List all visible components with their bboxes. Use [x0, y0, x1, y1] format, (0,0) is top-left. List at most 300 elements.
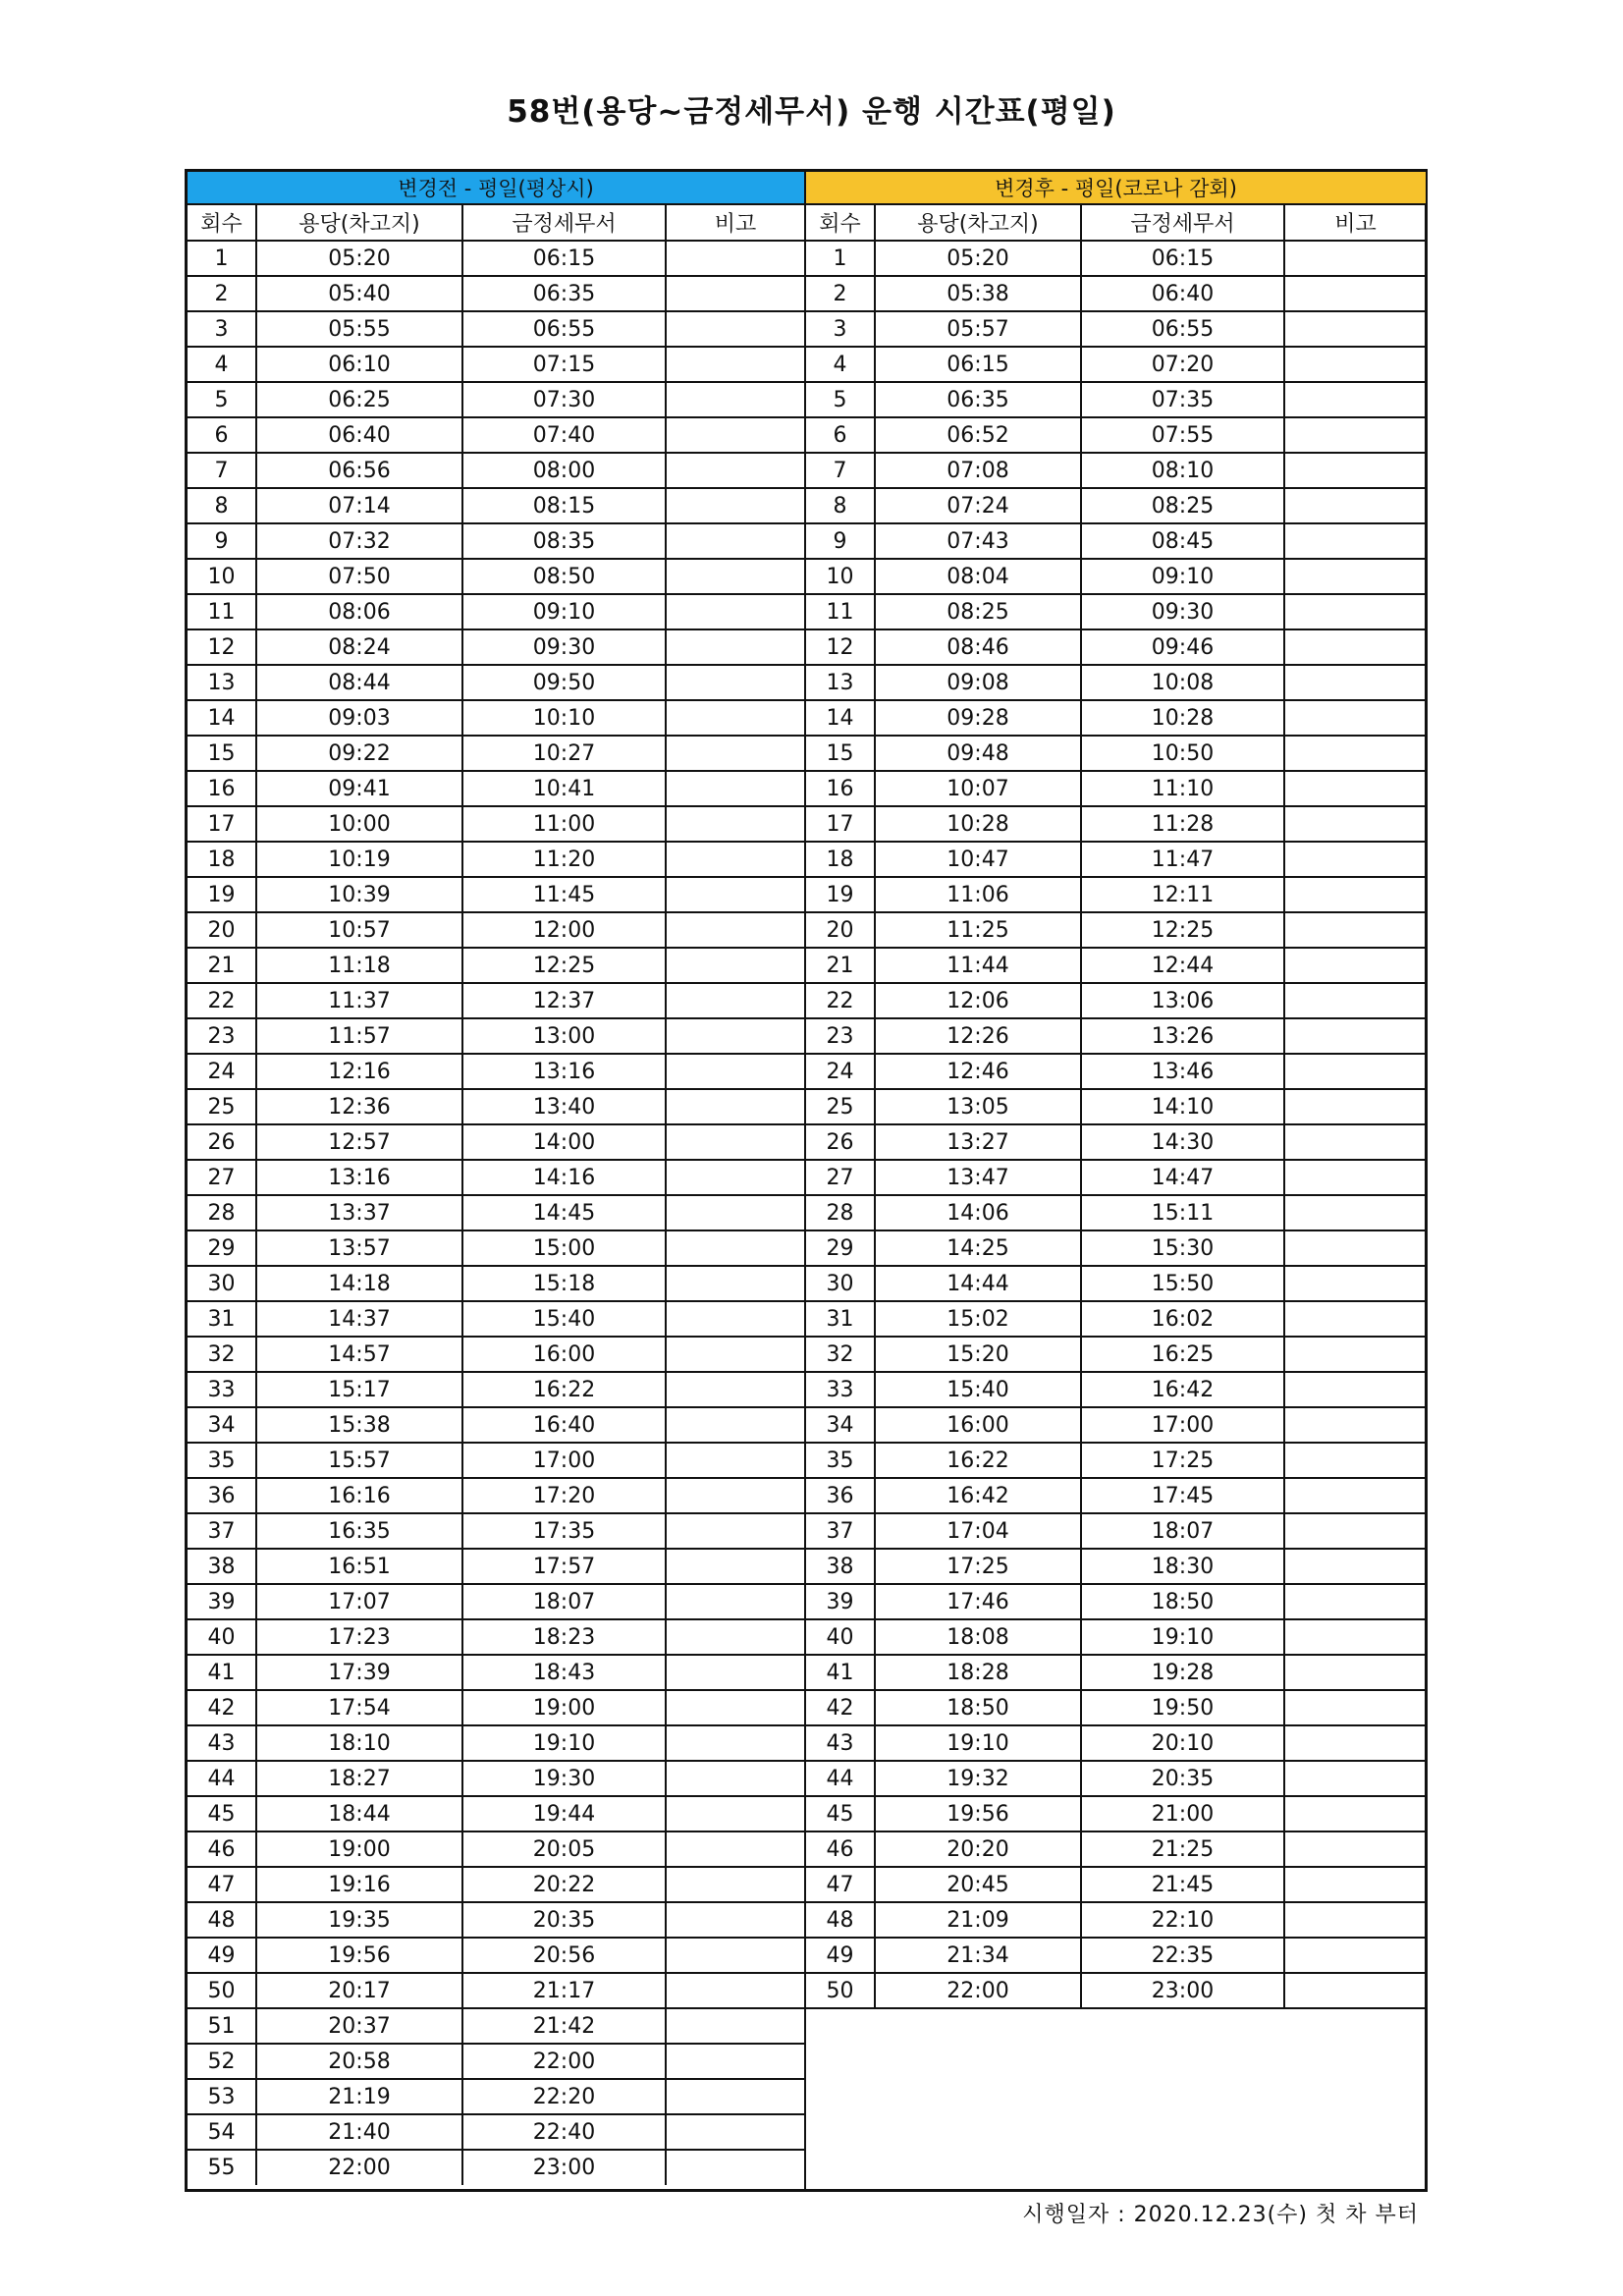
- yongdang-departure-cell: 17:46: [875, 1584, 1081, 1619]
- geumjeong-departure-cell: 17:00: [462, 1443, 666, 1478]
- trip-number-cell: 8: [806, 488, 875, 523]
- geumjeong-departure-cell: 19:50: [1081, 1690, 1284, 1725]
- note-cell: [1284, 382, 1426, 417]
- note-cell: [1284, 1796, 1426, 1831]
- table-row: [806, 736, 1426, 771]
- trip-number-cell: 20: [806, 912, 875, 948]
- table-row: [806, 1301, 1426, 1337]
- table-row: [188, 594, 804, 629]
- timetable-before: [188, 172, 806, 2189]
- trip-number-cell: 5: [188, 382, 256, 417]
- geumjeong-departure-cell: 08:50: [462, 559, 666, 594]
- note-cell: [1284, 1619, 1426, 1655]
- trip-number-cell: 36: [188, 1478, 256, 1513]
- yongdang-departure-cell: 21:40: [256, 2114, 462, 2150]
- table-row: [188, 1478, 804, 1513]
- trip-number-cell: 52: [188, 2044, 256, 2079]
- trip-number-cell: 38: [188, 1549, 256, 1584]
- table-row: [806, 877, 1426, 912]
- table-row: [806, 1018, 1426, 1054]
- trip-number-cell: 48: [188, 1902, 256, 1938]
- note-cell: [666, 1054, 804, 1089]
- note-cell: [1284, 1973, 1426, 2008]
- geumjeong-departure-cell: 21:00: [1081, 1796, 1284, 1831]
- trip-number-cell: 6: [188, 417, 256, 453]
- geumjeong-departure-cell: 17:20: [462, 1478, 666, 1513]
- trip-number-cell: 21: [188, 948, 256, 983]
- yongdang-departure-cell: 13:05: [875, 1089, 1081, 1124]
- table-row: [188, 1301, 804, 1337]
- geumjeong-departure-cell: 08:25: [1081, 488, 1284, 523]
- geumjeong-departure-cell: 12:25: [462, 948, 666, 983]
- geumjeong-departure-cell: 07:15: [462, 347, 666, 382]
- trip-number-cell: 34: [806, 1407, 875, 1443]
- trip-number-cell: 14: [806, 700, 875, 736]
- note-cell: [1284, 665, 1426, 700]
- table-row: [188, 559, 804, 594]
- note-cell: [1284, 1443, 1426, 1478]
- geumjeong-departure-cell: 11:20: [462, 842, 666, 877]
- note-cell: [666, 1867, 804, 1902]
- geumjeong-departure-cell: 16:42: [1081, 1372, 1284, 1407]
- col-header-trip: 회수: [806, 205, 875, 241]
- col-header-note: 비고: [1284, 205, 1426, 241]
- geumjeong-departure-cell: 22:10: [1081, 1902, 1284, 1938]
- trip-number-cell: 40: [806, 1619, 875, 1655]
- table-row: [806, 1973, 1426, 2008]
- note-cell: [1284, 1266, 1426, 1301]
- geumjeong-departure-cell: 17:45: [1081, 1478, 1284, 1513]
- trip-number-cell: 28: [806, 1195, 875, 1230]
- timetable: [185, 169, 1428, 2192]
- table-row: [806, 453, 1426, 488]
- note-cell: [1284, 842, 1426, 877]
- trip-number-cell: 54: [188, 2114, 256, 2150]
- note-cell: [666, 771, 804, 806]
- col-header-yongdang: 용당(차고지): [875, 205, 1081, 241]
- trip-number-cell: 44: [806, 1761, 875, 1796]
- trip-number-cell: 15: [806, 736, 875, 771]
- table-row: [188, 806, 804, 842]
- note-cell: [666, 1902, 804, 1938]
- table-row: [806, 1584, 1426, 1619]
- yongdang-departure-cell: 11:06: [875, 877, 1081, 912]
- geumjeong-departure-cell: 13:26: [1081, 1018, 1284, 1054]
- note-cell: [666, 2079, 804, 2114]
- table-row: [806, 1230, 1426, 1266]
- table-row: [806, 1655, 1426, 1690]
- note-cell: [666, 1018, 804, 1054]
- note-cell: [1284, 1160, 1426, 1195]
- note-cell: [1284, 1902, 1426, 1938]
- note-cell: [1284, 1831, 1426, 1867]
- table-row: [806, 417, 1426, 453]
- table-row: [806, 1337, 1426, 1372]
- yongdang-departure-cell: 05:20: [875, 241, 1081, 276]
- table-row: [188, 1796, 804, 1831]
- yongdang-departure-cell: 20:17: [256, 1973, 462, 2008]
- note-cell: [666, 1690, 804, 1725]
- note-cell: [666, 983, 804, 1018]
- table-row: [806, 523, 1426, 559]
- table-row: [188, 488, 804, 523]
- trip-number-cell: 31: [806, 1301, 875, 1337]
- table-row: [188, 1655, 804, 1690]
- table-row: [188, 912, 804, 948]
- note-cell: [1284, 629, 1426, 665]
- yongdang-departure-cell: 22:00: [256, 2150, 462, 2185]
- yongdang-departure-cell: 12:46: [875, 1054, 1081, 1089]
- table-row: [806, 1266, 1426, 1301]
- geumjeong-departure-cell: 13:16: [462, 1054, 666, 1089]
- table-row: [188, 1761, 804, 1796]
- note-cell: [1284, 1513, 1426, 1549]
- yongdang-departure-cell: 15:57: [256, 1443, 462, 1478]
- trip-number-cell: 19: [188, 877, 256, 912]
- yongdang-departure-cell: 10:28: [875, 806, 1081, 842]
- trip-number-cell: 9: [806, 523, 875, 559]
- note-cell: [1284, 241, 1426, 276]
- note-cell: [1284, 1407, 1426, 1443]
- yongdang-departure-cell: 12:06: [875, 983, 1081, 1018]
- table-row: [188, 2044, 804, 2079]
- note-cell: [1284, 771, 1426, 806]
- trip-number-cell: 42: [188, 1690, 256, 1725]
- geumjeong-departure-cell: 18:50: [1081, 1584, 1284, 1619]
- yongdang-departure-cell: 10:00: [256, 806, 462, 842]
- yongdang-departure-cell: 15:20: [875, 1337, 1081, 1372]
- trip-number-cell: 5: [806, 382, 875, 417]
- geumjeong-departure-cell: 12:11: [1081, 877, 1284, 912]
- table-row: [806, 1124, 1426, 1160]
- geumjeong-departure-cell: 13:40: [462, 1089, 666, 1124]
- geumjeong-departure-cell: 11:10: [1081, 771, 1284, 806]
- note-cell: [666, 2008, 804, 2044]
- yongdang-departure-cell: 13:27: [875, 1124, 1081, 1160]
- note-cell: [666, 842, 804, 877]
- table-row: [806, 1443, 1426, 1478]
- trip-number-cell: 16: [188, 771, 256, 806]
- trip-number-cell: 30: [188, 1266, 256, 1301]
- yongdang-departure-cell: 07:50: [256, 559, 462, 594]
- table-row: [188, 276, 804, 311]
- yongdang-departure-cell: 17:39: [256, 1655, 462, 1690]
- yongdang-departure-cell: 21:09: [875, 1902, 1081, 1938]
- note-cell: [1284, 948, 1426, 983]
- geumjeong-departure-cell: 20:56: [462, 1938, 666, 1973]
- geumjeong-departure-cell: 20:35: [462, 1902, 666, 1938]
- table-row: [806, 347, 1426, 382]
- yongdang-departure-cell: 08:25: [875, 594, 1081, 629]
- note-cell: [666, 1337, 804, 1372]
- note-cell: [1284, 1124, 1426, 1160]
- geumjeong-departure-cell: 18:30: [1081, 1549, 1284, 1584]
- yongdang-departure-cell: 11:57: [256, 1018, 462, 1054]
- note-cell: [666, 1407, 804, 1443]
- table-row: [806, 1195, 1426, 1230]
- geumjeong-departure-cell: 19:10: [462, 1725, 666, 1761]
- table-row: [806, 1478, 1426, 1513]
- note-cell: [666, 1584, 804, 1619]
- yongdang-departure-cell: 16:35: [256, 1513, 462, 1549]
- trip-number-cell: 9: [188, 523, 256, 559]
- table-row: [188, 382, 804, 417]
- geumjeong-departure-cell: 13:06: [1081, 983, 1284, 1018]
- geumjeong-departure-cell: 22:00: [462, 2044, 666, 2079]
- note-cell: [666, 1443, 804, 1478]
- note-cell: [1284, 417, 1426, 453]
- table-row: [806, 594, 1426, 629]
- yongdang-departure-cell: 20:45: [875, 1867, 1081, 1902]
- after-rows: [806, 241, 1426, 2008]
- geumjeong-departure-cell: 06:15: [462, 241, 666, 276]
- table-row: [806, 559, 1426, 594]
- note-cell: [1284, 1478, 1426, 1513]
- note-cell: [1284, 1301, 1426, 1337]
- geumjeong-departure-cell: 10:10: [462, 700, 666, 736]
- note-cell: [666, 1124, 804, 1160]
- note-cell: [1284, 488, 1426, 523]
- trip-number-cell: 1: [806, 241, 875, 276]
- geumjeong-departure-cell: 15:30: [1081, 1230, 1284, 1266]
- trip-number-cell: 13: [806, 665, 875, 700]
- note-cell: [1284, 1054, 1426, 1089]
- note-cell: [1284, 1690, 1426, 1725]
- table-row: [188, 1124, 804, 1160]
- geumjeong-departure-cell: 21:42: [462, 2008, 666, 2044]
- yongdang-departure-cell: 14:37: [256, 1301, 462, 1337]
- yongdang-departure-cell: 13:37: [256, 1195, 462, 1230]
- geumjeong-departure-cell: 09:10: [462, 594, 666, 629]
- geumjeong-departure-cell: 09:46: [1081, 629, 1284, 665]
- note-cell: [1284, 559, 1426, 594]
- trip-number-cell: 35: [806, 1443, 875, 1478]
- yongdang-departure-cell: 19:16: [256, 1867, 462, 1902]
- table-row: [188, 1513, 804, 1549]
- table-row: [188, 1160, 804, 1195]
- table-row: [188, 700, 804, 736]
- geumjeong-departure-cell: 20:05: [462, 1831, 666, 1867]
- table-row: [188, 1831, 804, 1867]
- geumjeong-departure-cell: 19:44: [462, 1796, 666, 1831]
- geumjeong-departure-cell: 07:20: [1081, 347, 1284, 382]
- trip-number-cell: 33: [806, 1372, 875, 1407]
- trip-number-cell: 8: [188, 488, 256, 523]
- trip-number-cell: 37: [806, 1513, 875, 1549]
- trip-number-cell: 2: [806, 276, 875, 311]
- yongdang-departure-cell: 06:35: [875, 382, 1081, 417]
- trip-number-cell: 21: [806, 948, 875, 983]
- yongdang-departure-cell: 06:25: [256, 382, 462, 417]
- note-cell: [1284, 700, 1426, 736]
- yongdang-departure-cell: 19:10: [875, 1725, 1081, 1761]
- trip-number-cell: 27: [188, 1160, 256, 1195]
- trip-number-cell: 41: [188, 1655, 256, 1690]
- before-rows: [188, 241, 804, 2185]
- geumjeong-departure-cell: 19:28: [1081, 1655, 1284, 1690]
- note-cell: [1284, 1089, 1426, 1124]
- geumjeong-departure-cell: 11:00: [462, 806, 666, 842]
- yongdang-departure-cell: 06:10: [256, 347, 462, 382]
- page-title: 58번(용당~금정세무서) 운행 시간표(평일): [507, 94, 1116, 130]
- table-row: [188, 1054, 804, 1089]
- table-row: [188, 2114, 804, 2150]
- yongdang-departure-cell: 15:17: [256, 1372, 462, 1407]
- yongdang-departure-cell: 08:46: [875, 629, 1081, 665]
- yongdang-departure-cell: 18:50: [875, 1690, 1081, 1725]
- note-cell: [666, 1619, 804, 1655]
- table-row: [806, 842, 1426, 877]
- trip-number-cell: 23: [806, 1018, 875, 1054]
- trip-number-cell: 23: [188, 1018, 256, 1054]
- geumjeong-departure-cell: 08:35: [462, 523, 666, 559]
- table-row: [188, 1584, 804, 1619]
- yongdang-departure-cell: 13:47: [875, 1160, 1081, 1195]
- table-row: [806, 1938, 1426, 1973]
- yongdang-departure-cell: 19:56: [256, 1938, 462, 1973]
- note-cell: [666, 1230, 804, 1266]
- yongdang-departure-cell: 14:18: [256, 1266, 462, 1301]
- note-cell: [1284, 1725, 1426, 1761]
- trip-number-cell: 18: [188, 842, 256, 877]
- note-cell: [1284, 1230, 1426, 1266]
- table-row: [806, 1407, 1426, 1443]
- geumjeong-departure-cell: 15:50: [1081, 1266, 1284, 1301]
- table-row: [188, 1337, 804, 1372]
- trip-number-cell: 41: [806, 1655, 875, 1690]
- note-cell: [666, 1796, 804, 1831]
- yongdang-departure-cell: 08:04: [875, 559, 1081, 594]
- note-cell: [666, 523, 804, 559]
- yongdang-departure-cell: 12:26: [875, 1018, 1081, 1054]
- note-cell: [666, 736, 804, 771]
- geumjeong-departure-cell: 12:37: [462, 983, 666, 1018]
- yongdang-departure-cell: 14:44: [875, 1266, 1081, 1301]
- trip-number-cell: 43: [806, 1725, 875, 1761]
- trip-number-cell: 25: [806, 1089, 875, 1124]
- trip-number-cell: 39: [806, 1584, 875, 1619]
- geumjeong-departure-cell: 13:00: [462, 1018, 666, 1054]
- table-row: [806, 1761, 1426, 1796]
- note-cell: [666, 700, 804, 736]
- yongdang-departure-cell: 06:56: [256, 453, 462, 488]
- geumjeong-departure-cell: 06:55: [1081, 311, 1284, 347]
- note-cell: [666, 417, 804, 453]
- table-row: [188, 665, 804, 700]
- yongdang-departure-cell: 06:40: [256, 417, 462, 453]
- table-row: [188, 1407, 804, 1443]
- table-row: [188, 1725, 804, 1761]
- trip-number-cell: 16: [806, 771, 875, 806]
- yongdang-departure-cell: 09:48: [875, 736, 1081, 771]
- table-row: [188, 1443, 804, 1478]
- table-row: [806, 276, 1426, 311]
- note-cell: [1284, 1372, 1426, 1407]
- yongdang-departure-cell: 06:52: [875, 417, 1081, 453]
- geumjeong-departure-cell: 15:40: [462, 1301, 666, 1337]
- geumjeong-departure-cell: 18:07: [462, 1584, 666, 1619]
- yongdang-departure-cell: 21:34: [875, 1938, 1081, 1973]
- yongdang-departure-cell: 21:19: [256, 2079, 462, 2114]
- note-cell: [1284, 806, 1426, 842]
- note-cell: [1284, 983, 1426, 1018]
- note-cell: [1284, 523, 1426, 559]
- table-row: [188, 1973, 804, 2008]
- trip-number-cell: 24: [188, 1054, 256, 1089]
- yongdang-departure-cell: 22:00: [875, 1973, 1081, 2008]
- table-row: [188, 1266, 804, 1301]
- table-row: [806, 1054, 1426, 1089]
- trip-number-cell: 27: [806, 1160, 875, 1195]
- yongdang-departure-cell: 10:57: [256, 912, 462, 948]
- trip-number-cell: 55: [188, 2150, 256, 2185]
- geumjeong-departure-cell: 06:40: [1081, 276, 1284, 311]
- geumjeong-departure-cell: 09:50: [462, 665, 666, 700]
- yongdang-departure-cell: 16:00: [875, 1407, 1081, 1443]
- trip-number-cell: 11: [806, 594, 875, 629]
- geumjeong-departure-cell: 20:22: [462, 1867, 666, 1902]
- yongdang-departure-cell: 19:00: [256, 1831, 462, 1867]
- table-row: [188, 1089, 804, 1124]
- geumjeong-departure-cell: 09:30: [1081, 594, 1284, 629]
- note-cell: [1284, 1655, 1426, 1690]
- geumjeong-departure-cell: 17:00: [1081, 1407, 1284, 1443]
- table-row: [806, 1867, 1426, 1902]
- trip-number-cell: 12: [188, 629, 256, 665]
- trip-number-cell: 50: [806, 1973, 875, 2008]
- table-row: [806, 1372, 1426, 1407]
- note-cell: [666, 629, 804, 665]
- trip-number-cell: 45: [806, 1796, 875, 1831]
- note-cell: [666, 453, 804, 488]
- yongdang-departure-cell: 07:24: [875, 488, 1081, 523]
- geumjeong-departure-cell: 16:25: [1081, 1337, 1284, 1372]
- note-cell: [666, 1761, 804, 1796]
- geumjeong-departure-cell: 06:35: [462, 276, 666, 311]
- note-cell: [666, 912, 804, 948]
- yongdang-departure-cell: 07:08: [875, 453, 1081, 488]
- trip-number-cell: 10: [188, 559, 256, 594]
- yongdang-departure-cell: 09:22: [256, 736, 462, 771]
- trip-number-cell: 14: [188, 700, 256, 736]
- trip-number-cell: 31: [188, 1301, 256, 1337]
- table-row: [806, 1690, 1426, 1725]
- trip-number-cell: 34: [188, 1407, 256, 1443]
- table-row: [188, 2079, 804, 2114]
- trip-number-cell: 38: [806, 1549, 875, 1584]
- note-cell: [666, 948, 804, 983]
- trip-number-cell: 48: [806, 1902, 875, 1938]
- note-cell: [1284, 1938, 1426, 1973]
- trip-number-cell: 6: [806, 417, 875, 453]
- trip-number-cell: 47: [806, 1867, 875, 1902]
- geumjeong-departure-cell: 11:47: [1081, 842, 1284, 877]
- trip-number-cell: 4: [806, 347, 875, 382]
- yongdang-departure-cell: 10:47: [875, 842, 1081, 877]
- trip-number-cell: 40: [188, 1619, 256, 1655]
- note-cell: [666, 1301, 804, 1337]
- table-row: [806, 1796, 1426, 1831]
- note-cell: [666, 488, 804, 523]
- geumjeong-departure-cell: 08:15: [462, 488, 666, 523]
- note-cell: [1284, 347, 1426, 382]
- note-cell: [666, 1831, 804, 1867]
- col-header-yongdang: 용당(차고지): [256, 205, 462, 241]
- trip-number-cell: 19: [806, 877, 875, 912]
- trip-number-cell: 22: [188, 983, 256, 1018]
- yongdang-departure-cell: 05:40: [256, 276, 462, 311]
- yongdang-departure-cell: 16:42: [875, 1478, 1081, 1513]
